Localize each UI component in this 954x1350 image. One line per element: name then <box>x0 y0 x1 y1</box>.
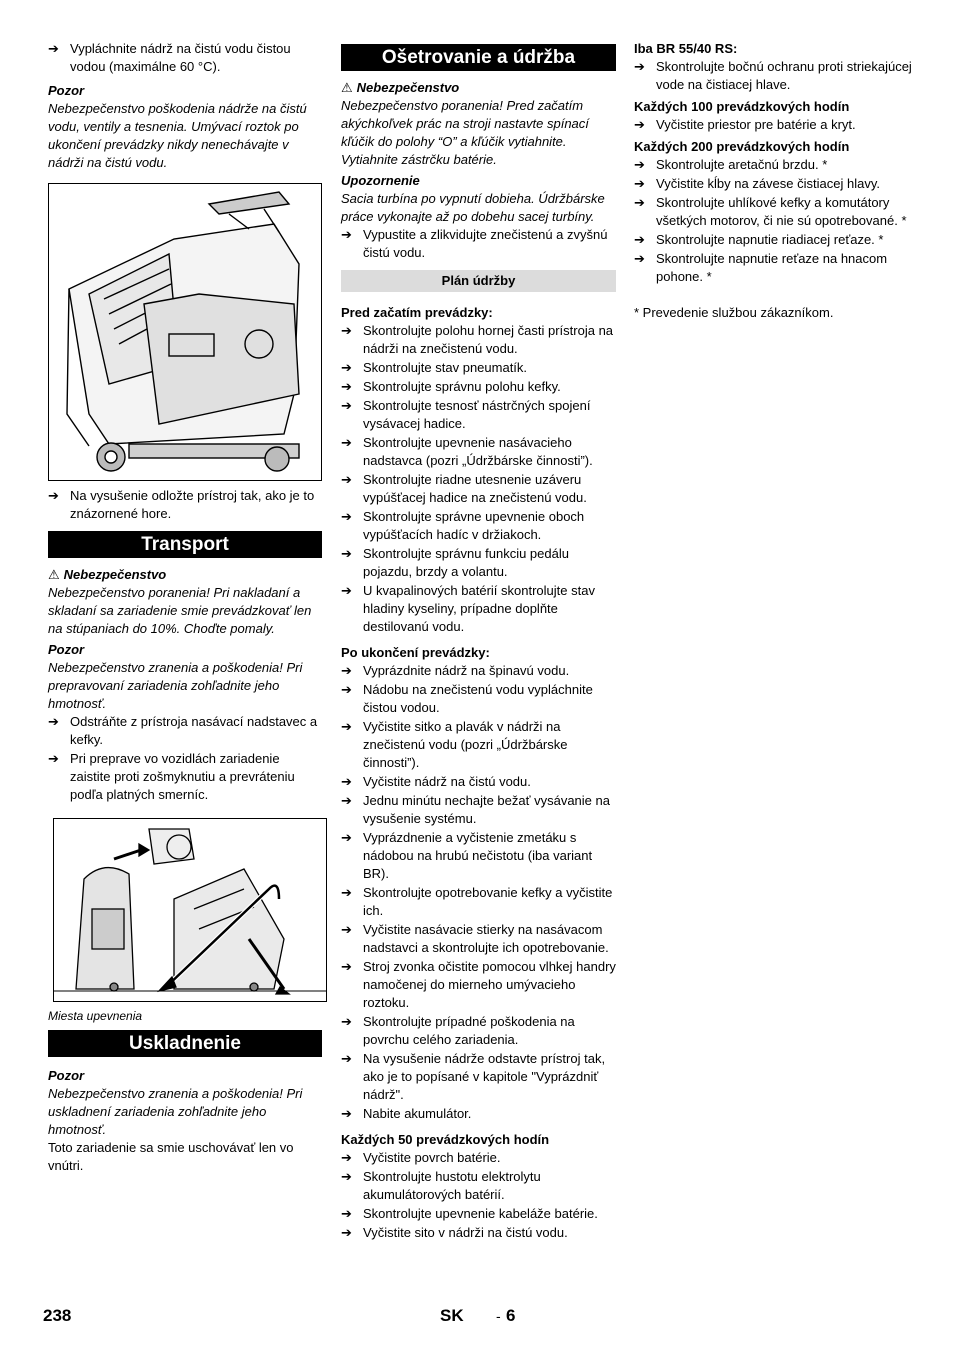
bullet-item: ➔ Nabite akumulátor. <box>341 1106 472 1121</box>
arrow-icon: ➔ <box>341 1206 352 1221</box>
arrow-icon: ➔ <box>634 195 645 210</box>
list-only-br <box>634 58 914 94</box>
warning-icon: ⚠ <box>48 567 60 582</box>
fastening-points-illustration <box>54 819 326 1001</box>
arrow-icon: ➔ <box>634 251 645 266</box>
danger-label: ⚠ Nebezpečenstvo <box>341 80 460 95</box>
heading-every-50-hours: Každých 50 prevádzkových hodín <box>341 1132 550 1147</box>
column-right <box>634 40 914 322</box>
arrow-icon: ➔ <box>341 323 352 338</box>
bullet-item: ➔ Skontrolujte opotrebovanie kefky a vyčistite ich. <box>341 885 613 918</box>
caution-label: Pozor <box>48 1068 85 1083</box>
arrow-icon: ➔ <box>341 793 352 808</box>
bullet-item: ➔ Skontrolujte upevnenie nasávacieho nadstavca (pozri „Údržbárske činnosti”). <box>341 435 593 468</box>
arrow-icon: ➔ <box>341 774 352 789</box>
arrow-icon: ➔ <box>48 714 59 729</box>
arrow-icon: ➔ <box>341 379 352 394</box>
arrow-icon: ➔ <box>341 959 352 974</box>
arrow-icon: ➔ <box>48 488 59 503</box>
arrow-icon: ➔ <box>48 41 59 56</box>
arrow-icon: ➔ <box>341 398 352 413</box>
caution-text: Nebezpečenstvo zranenia a poškodenia! Pri prepravovaní zariadenia zohľadnite jeho hmotnosť. <box>48 660 303 711</box>
arrow-icon: ➔ <box>634 59 645 74</box>
heading-every-200-hours: Každých 200 prevádzkových hodín <box>634 139 850 154</box>
footer-separator: - <box>496 1308 501 1324</box>
arrow-icon: ➔ <box>341 435 352 450</box>
bullet-item: ➔ Stroj zvonka očistite pomocou vlhkej handry namočenej do mierneho umývacieho roztoku. <box>341 959 616 1010</box>
bullet-item: ➔ Vyčistite povrch batérie. <box>341 1150 501 1165</box>
bullet-item: ➔ Skontrolujte hustotu elektrolytu akumulátorových batérií. <box>341 1169 541 1202</box>
bullet-item: ➔ Skontrolujte správnu polohu kefky. <box>341 379 561 394</box>
note-label: Upozornenie <box>341 173 420 188</box>
list-every-100-hours <box>634 116 914 134</box>
bullet-item: ➔ Na vysušenie odložte prístroj tak, ako je to znázornené hore. <box>48 488 315 521</box>
bullet-item: ➔ Skontrolujte tesnosť nástrčných spojení vysávacej hadice. <box>341 398 591 431</box>
section-heading-transport: Transport <box>48 531 322 558</box>
arrow-icon: ➔ <box>341 509 352 524</box>
warning-icon: ⚠ <box>341 80 353 95</box>
figure-caption: Miesta upevnenia <box>48 1009 143 1023</box>
bullet-item: ➔ Skontrolujte aretačnú brzdu. * <box>634 157 828 172</box>
arrow-icon: ➔ <box>341 360 352 375</box>
arrow-icon: ➔ <box>341 472 352 487</box>
list-after-operation <box>341 662 616 1123</box>
heading-after-operation: Po ukončení prevádzky: <box>341 645 490 660</box>
arrow-icon: ➔ <box>341 1150 352 1165</box>
danger-text: Nebezpečenstvo poranenia! Pred začatím akýchkoľvek prác na stroji nastavte spínací kľúčik do polohy “O” a kľúčik vytiahnite. Vytiahnite zástrčku batérie. <box>341 98 589 167</box>
arrow-icon: ➔ <box>341 682 352 697</box>
bullet-item: ➔ Vypláchnite nádrž na čistú vodu čistou vodou (maximálne 60 °C). <box>48 41 291 74</box>
bullet-item: ➔ Skontrolujte polohu hornej časti prístroja na nádrži na znečistenú vodu. <box>341 323 614 356</box>
arrow-icon: ➔ <box>634 232 645 247</box>
bullet-item: ➔ Skontrolujte správnu funkciu pedálu pojazdu, brzdy a volantu. <box>341 546 569 579</box>
bullet-item: ➔ U kvapalinových batérií skontrolujte stav hladiny kyseliny, prípadne doplňte destilovanú vodu. <box>341 583 595 634</box>
arrow-icon: ➔ <box>341 1225 352 1240</box>
page-number: 238 <box>43 1306 72 1325</box>
arrow-icon: ➔ <box>341 1014 352 1029</box>
arrow-icon: ➔ <box>341 922 352 937</box>
list-every-200-hours <box>634 156 914 286</box>
column-middle <box>341 44 616 1243</box>
footnote: * Prevedenie službou zákazníkom. <box>634 305 834 320</box>
arrow-icon: ➔ <box>341 1106 352 1121</box>
note-text: Sacia turbína po vypnutí dobieha. Údržbárske práce vykonajte až po dobehu sacej turbíny. <box>341 191 605 224</box>
bullet-item: ➔ Skontrolujte uhlíkové kefky a komutátory všetkých motorov, či nie sú opotrebované. * <box>634 195 907 228</box>
bullet-item: ➔ Vyčistite kĺby na závese čistiacej hlavy. <box>634 176 880 191</box>
heading-only-br: Iba BR 55/40 RS: <box>634 41 738 56</box>
bullet-item: ➔ Vyčistite nádrž na čistú vodu. <box>341 774 531 789</box>
list-before-operation <box>341 322 616 636</box>
bullet-item: ➔ Jednu minútu nechajte bežať vysávanie na vysušenie systému. <box>341 793 610 826</box>
bullet-item: ➔ Vyčistite nasávacie stierky na nasávacom nadstavci a skontrolujte ich opotrebovanie. <box>341 922 609 955</box>
arrow-icon: ➔ <box>341 885 352 900</box>
arrow-icon: ➔ <box>634 176 645 191</box>
danger-text: Nebezpečenstvo poranenia! Pri nakladaní a skladaní sa zariadenie smie prevádzkovať len na stúpaniach do 10%. Choďte pomaly. <box>48 585 312 636</box>
bullet-item: ➔ Skontrolujte napnutie riadiacej reťaze. * <box>634 232 884 247</box>
heading-before-operation: Pred začatím prevádzky: <box>341 305 493 320</box>
arrow-icon: ➔ <box>341 1051 352 1066</box>
fastening-figure <box>53 818 327 1002</box>
page-footer <box>0 1306 954 1330</box>
caution-label: Pozor <box>48 642 85 657</box>
arrow-icon: ➔ <box>341 546 352 561</box>
arrow-icon: ➔ <box>48 751 59 766</box>
section-heading-maintenance: Ošetrovanie a údržba <box>341 44 616 71</box>
caution-text: Nebezpečenstvo poškodenia nádrže na čistú vodu, ventily a tesnenia. Umývací roztok po ukončení prevádzky nikdy nenechávajte v nádrži na čistú vodu. <box>48 101 307 170</box>
bullet-item: ➔ Na vysušenie nádrže odstavte prístroj tak, ako je to popísané v kapitole "Vyprázdniť nádrž". <box>341 1051 606 1102</box>
arrow-icon: ➔ <box>634 157 645 172</box>
column-left <box>48 40 322 1175</box>
bullet-item: ➔ Pri preprave vo vozidlách zariadenie zaistite proti zošmyknutiu a prevráteniu podľa platných smerníc. <box>48 751 295 802</box>
danger-label: ⚠ Nebezpečenstvo <box>48 567 167 582</box>
bullet-item: ➔ Skontrolujte napnutie reťaze na hnacom pohone. * <box>634 251 888 284</box>
list-every-50-hours <box>341 1149 616 1242</box>
section-page-number: 6 <box>506 1306 516 1325</box>
language-code: SK <box>440 1306 464 1325</box>
section-heading-storage: Uskladnenie <box>48 1030 322 1057</box>
arrow-icon: ➔ <box>341 830 352 845</box>
arrow-icon: ➔ <box>341 719 352 734</box>
arrow-icon: ➔ <box>341 227 352 242</box>
bullet-item: ➔ Skontrolujte riadne utesnenie uzáveru vypúšťacej hadice na znečistenú vodu. <box>341 472 587 505</box>
bullet-item: ➔ Nádobu na znečistenú vodu vypláchnite čistou vodou. <box>341 682 593 715</box>
bullet-item: ➔ Odstráňte z prístroja nasávací nadstavec a kefky. <box>48 714 318 747</box>
arrow-icon: ➔ <box>341 663 352 678</box>
bullet-item: ➔ Skontrolujte správne upevnenie oboch vypúšťacích hadíc v držiakoch. <box>341 509 585 542</box>
storage-text: Toto zariadenie sa smie uschovávať len vo vnútri. <box>48 1140 294 1173</box>
bullet-item: ➔ Skontrolujte upevnenie kabeláže batérie. <box>341 1206 598 1221</box>
drying-figure <box>48 183 322 481</box>
caution-text: Nebezpečenstvo zranenia a poškodenia! Pri uskladnení zariadenia zohľadnite jeho hmotnosť. <box>48 1086 303 1137</box>
arrow-icon: ➔ <box>341 1169 352 1184</box>
arrow-icon: ➔ <box>634 117 645 132</box>
bullet-item: ➔ Vyprázdnenie a vyčistenie zmetáku s nádobou na hrubú nečistotu (iba variant BR). <box>341 830 593 881</box>
machine-tilted-illustration <box>49 184 321 480</box>
bullet-item: ➔ Vyprázdnite nádrž na špinavú vodu. <box>341 663 570 678</box>
heading-every-100-hours: Každých 100 prevádzkových hodín <box>634 99 850 114</box>
bullet-item: ➔ Skontrolujte prípadné poškodenia na povrchu celého zariadenia. <box>341 1014 575 1047</box>
bullet-item: ➔ Vypustite a zlikvidujte znečistenú a zvyšnú čistú vodu. <box>341 227 608 260</box>
bullet-item: ➔ Vyčistite sitko a plavák v nádrži na znečistenú vodu (pozri „Údržbárske činnosti”). <box>341 719 568 770</box>
bullet-item: ➔ Skontrolujte bočnú ochranu proti striekajúcej vode na čistiacej hlave. <box>634 59 912 92</box>
bullet-item: ➔ Vyčistite priestor pre batérie a kryt. <box>634 117 856 132</box>
subheading-plan: Plán údržby <box>341 270 616 292</box>
bullet-item: ➔ Skontrolujte stav pneumatík. <box>341 360 528 375</box>
arrow-icon: ➔ <box>341 583 352 598</box>
caution-label: Pozor <box>48 83 85 98</box>
bullet-item: ➔ Vyčistite sito v nádrži na čistú vodu. <box>341 1225 568 1240</box>
